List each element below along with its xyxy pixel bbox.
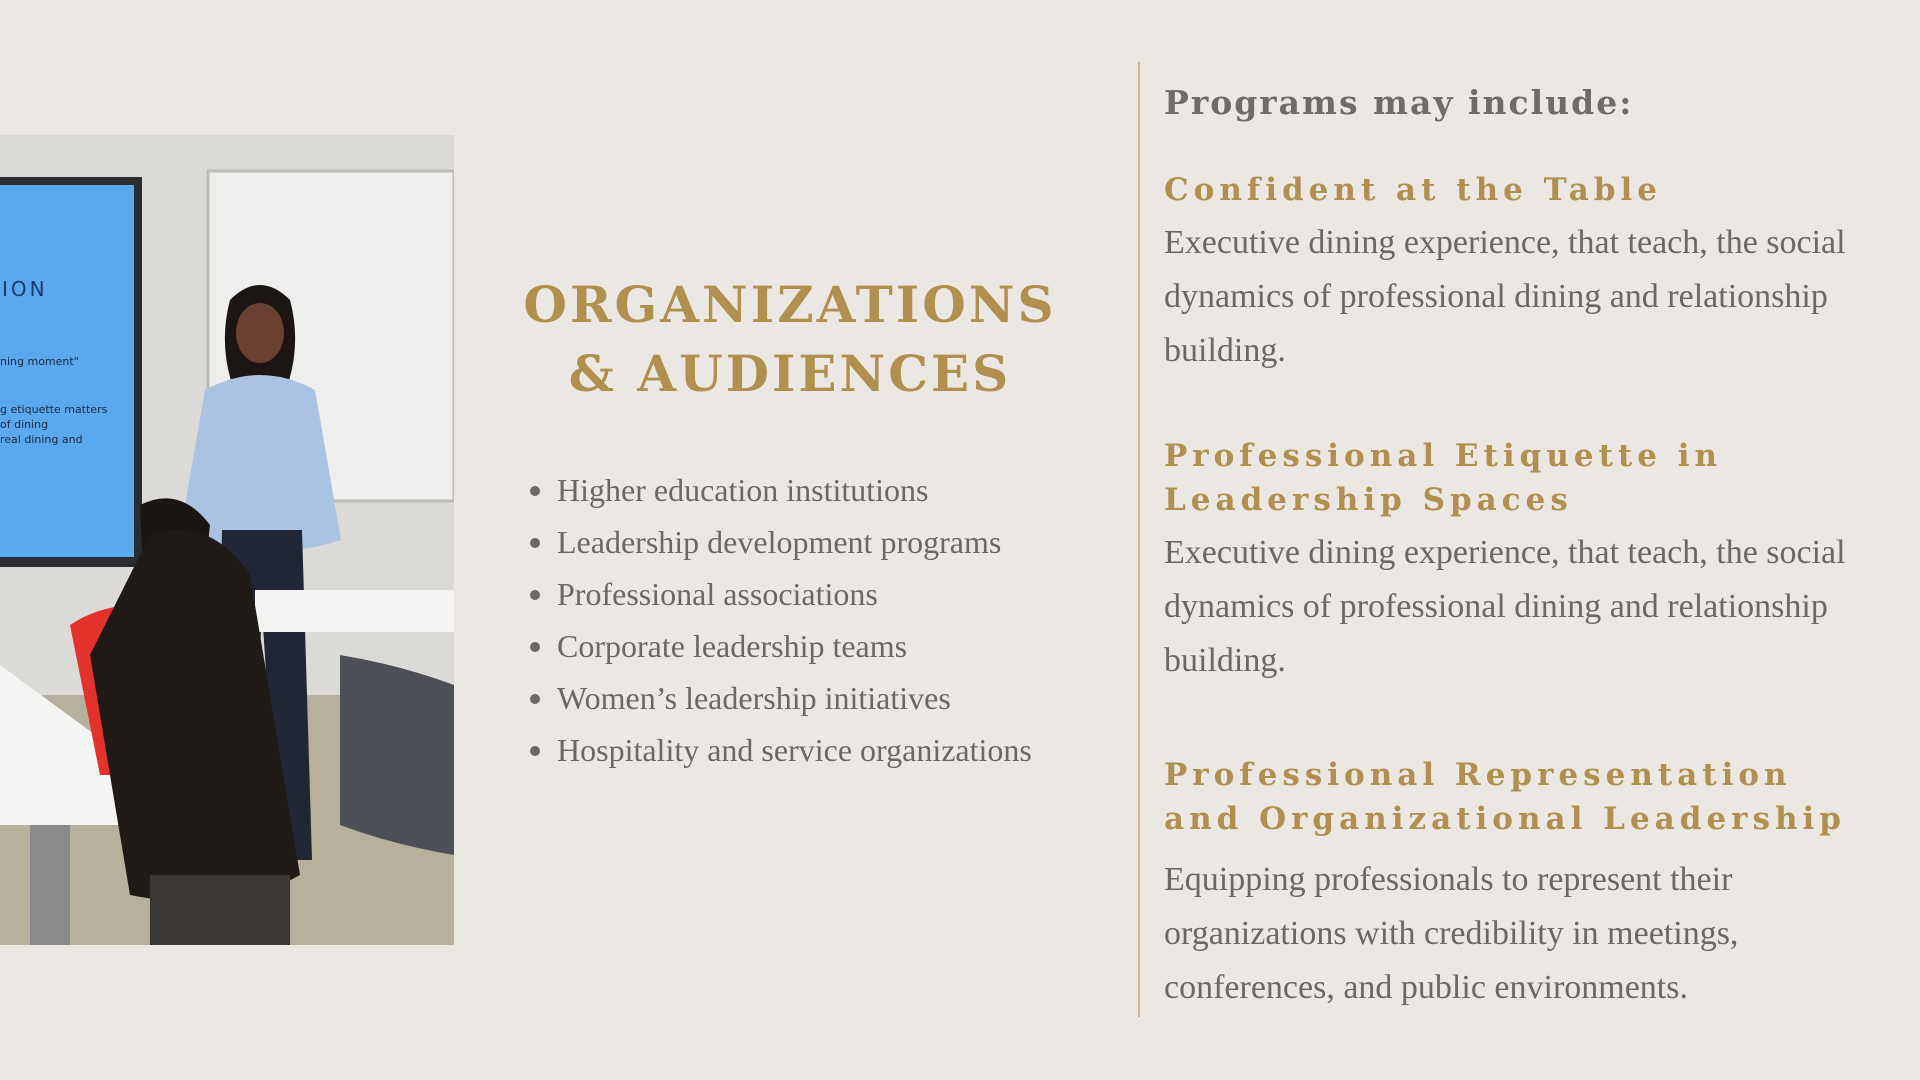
program-description: Executive dining experience, that teach, the social dynamics of professional dining and relationship building. [1164,224,1846,369]
list-item [520,724,1080,776]
audiences-section [520,270,1060,768]
screen-line-2: g etiquette matters [0,403,108,416]
program-block [1164,753,1884,1015]
heading-line-2: & AUDIENCES [568,344,1012,403]
audience-list [520,464,1080,776]
bullet-icon [530,590,540,600]
program-block [1164,168,1864,378]
screen-line-3: of dining [0,418,49,431]
bullet-icon [530,694,540,704]
program-title: Professional Representation and Organizational Leadership [1164,757,1846,837]
program-description: Executive dining experience, that teach, the social dynamics of professional dining and relationship building. [1164,534,1846,679]
list-item [520,516,1080,568]
audience-label: Higher education institutions [557,472,929,508]
list-item [520,464,1080,516]
classroom-photo [0,135,454,945]
screen-line-1: ning moment" [0,355,79,368]
bullet-icon [530,538,540,548]
programs-section [1164,78,1884,1006]
program-title: Confident at the Table [1164,172,1662,208]
list-item [520,620,1080,672]
vertical-divider [1138,62,1140,1017]
bullet-icon [530,486,540,496]
screen-line-4: real dining and [0,433,83,446]
list-item [520,672,1080,724]
program-block [1164,434,1884,688]
section-heading [520,270,1060,408]
audience-label: Professional associations [557,576,878,612]
screen-title-text: ION [2,277,48,301]
audience-label: Leadership development programs [557,524,1002,560]
audience-label: Women’s leadership initiatives [557,680,951,716]
programs-label: Programs may include: [1164,83,1634,122]
audience-label: Corporate leadership teams [557,628,908,664]
list-item [520,568,1080,620]
audience-label: Hospitality and service organizations [557,732,1032,768]
bullet-icon [530,746,540,756]
bullet-icon [530,642,540,652]
program-title: Professional Etiquette in Leadership Spaces [1164,438,1723,518]
heading-line-1: ORGANIZATIONS [523,275,1057,334]
program-description: Equipping professionals to represent their organizations with credibility in meetings, conferences, and public environments. [1164,861,1739,1006]
